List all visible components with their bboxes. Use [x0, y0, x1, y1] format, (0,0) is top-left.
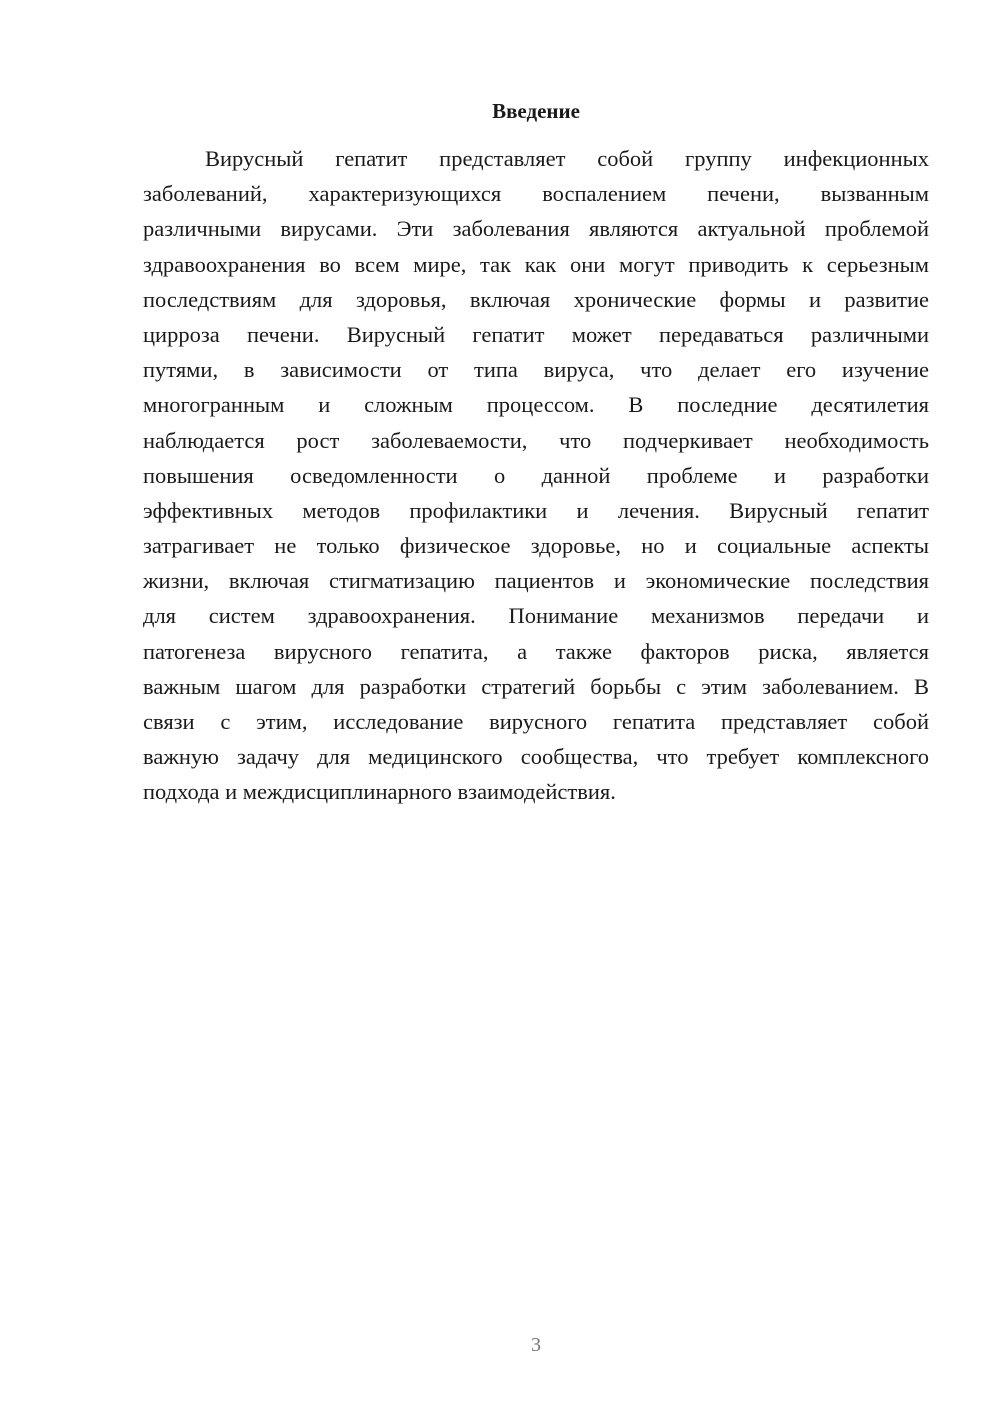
paragraph-line: важным шагом для разработки стратегий борьбы с этим заболеванием. В: [143, 673, 929, 699]
paragraph-line: путями, в зависимости от типа вируса, что делает его изучение: [143, 357, 929, 383]
paragraph-line: последствиям для здоровья, включая хронические формы и развитие: [143, 286, 929, 312]
paragraph-line: цирроза печени. Вирусный гепатит может передаваться различными: [143, 321, 929, 347]
paragraph-line: Вирусный гепатит представляет собой группу инфекционных: [205, 146, 929, 171]
page-title: Введение: [492, 99, 580, 123]
page-number: 3: [531, 1334, 541, 1356]
paragraph-line: различными вирусами. Эти заболевания являются актуальной проблемой: [143, 216, 929, 242]
intro-paragraph: [143, 141, 929, 810]
paragraph-line: жизни, включая стигматизацию пациентов и экономические последствия: [143, 568, 929, 594]
paragraph-line: важную задачу для медицинского сообщества, что требует комплексного: [143, 744, 929, 770]
paragraph-line: эффективных методов профилактики и лечения. Вирусный гепатит: [143, 497, 929, 523]
paragraph-line: связи с этим, исследование вирусного гепатита представляет собой: [143, 709, 929, 734]
paragraph-line: затрагивает не только физическое здоровье, но и социальные аспекты: [143, 533, 929, 559]
paragraph-line: повышения осведомленности о данной проблеме и разработки: [143, 462, 929, 488]
paragraph-line: наблюдается рост заболеваемости, что подчеркивает необходимость: [143, 427, 929, 453]
paragraph-line: здравоохранения во всем мире, так как они могут приводить к серьезным: [143, 251, 929, 277]
paragraph-line: патогенеза вирусного гепатита, а также факторов риска, является: [143, 638, 929, 664]
paragraph-line: подхода и междисциплинарного взаимодействия.: [143, 779, 616, 805]
paragraph-line: заболеваний, характеризующихся воспалением печени, вызванным: [143, 181, 929, 207]
paragraph-line: многогранным и сложным процессом. В последние десятилетия: [143, 392, 929, 418]
paragraph-line: для систем здравоохранения. Понимание механизмов передачи и: [143, 603, 929, 629]
